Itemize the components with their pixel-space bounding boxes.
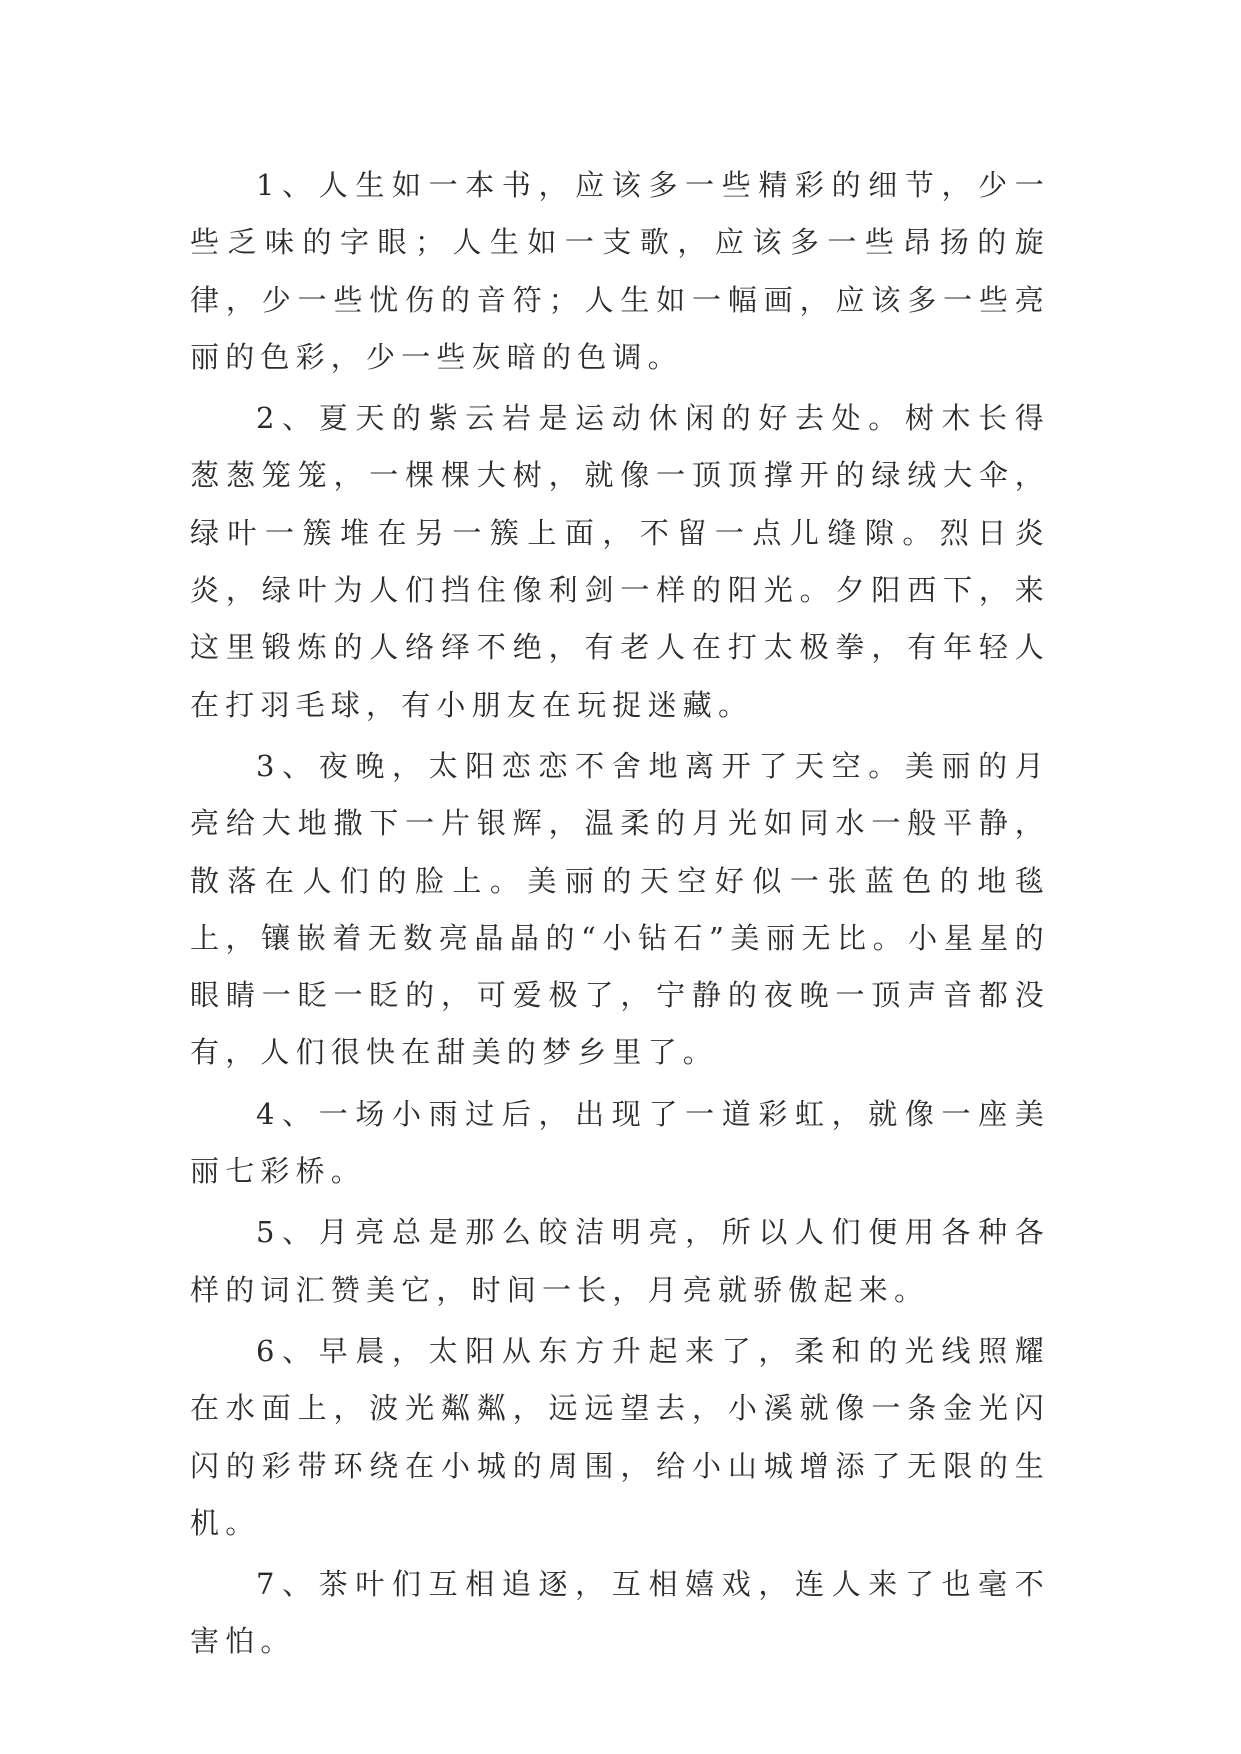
paragraph-2: 2、夏天的紫云岩是运动休闲的好去处。树木长得葱葱笼笼，一棵棵大树，就像一顶顶撑开的绿绒大伞，绿叶一簇堆在另一簇上面，不留一点儿缝隙。烈日炎炎，绿叶为人们挡住像利剑一样的阳光。夕阳西下，来这里锻炼的人络绎不绝，有老人在打太极拳，有年轻人在打羽毛球，有小朋友在玩捉迷藏。 <box>190 401 1050 722</box>
document-body <box>190 157 1050 1675</box>
paragraph-5: 5、月亮总是那么皎洁明亮，所以人们便用各种各样的词汇赞美它，时间一长，月亮就骄傲起来。 <box>190 1215 1050 1307</box>
paragraph-1: 1、人生如一本书，应该多一些精彩的细节，少一些乏味的字眼；人生如一支歌，应该多一些昂扬的旋律，少一些忧伤的音符；人生如一幅画，应该多一些亮丽的色彩，少一些灰暗的色调。 <box>190 168 1050 374</box>
paragraph-4: 4、一场小雨过后，出现了一道彩虹，就像一座美丽七彩桥。 <box>190 1096 1050 1189</box>
paragraph-3: 3、夜晚，太阳恋恋不舍地离开了天空。美丽的月亮给大地撒下一片银辉，温柔的月光如同水一般平静，散落在人们的脸上。美丽的天空好似一张蓝色的地毯上，镶嵌着无数亮晶晶的“小钻石”美丽无比。小星星的眼睛一眨一眨的，可爱极了，宁静的夜晚一顶声音都没有，人们很快在甜美的梦乡里了。 <box>190 748 1050 1070</box>
paragraph-7: 7、茶叶们互相追逐，互相嬉戏，连人来了也毫不害怕。 <box>190 1567 1050 1659</box>
paragraph-6: 6、早晨，太阳从东方升起来了，柔和的光线照耀在水面上，波光粼粼，远远望去，小溪就像一条金光闪闪的彩带环绕在小城的周围，给小山城增添了无限的生机。 <box>190 1333 1050 1540</box>
